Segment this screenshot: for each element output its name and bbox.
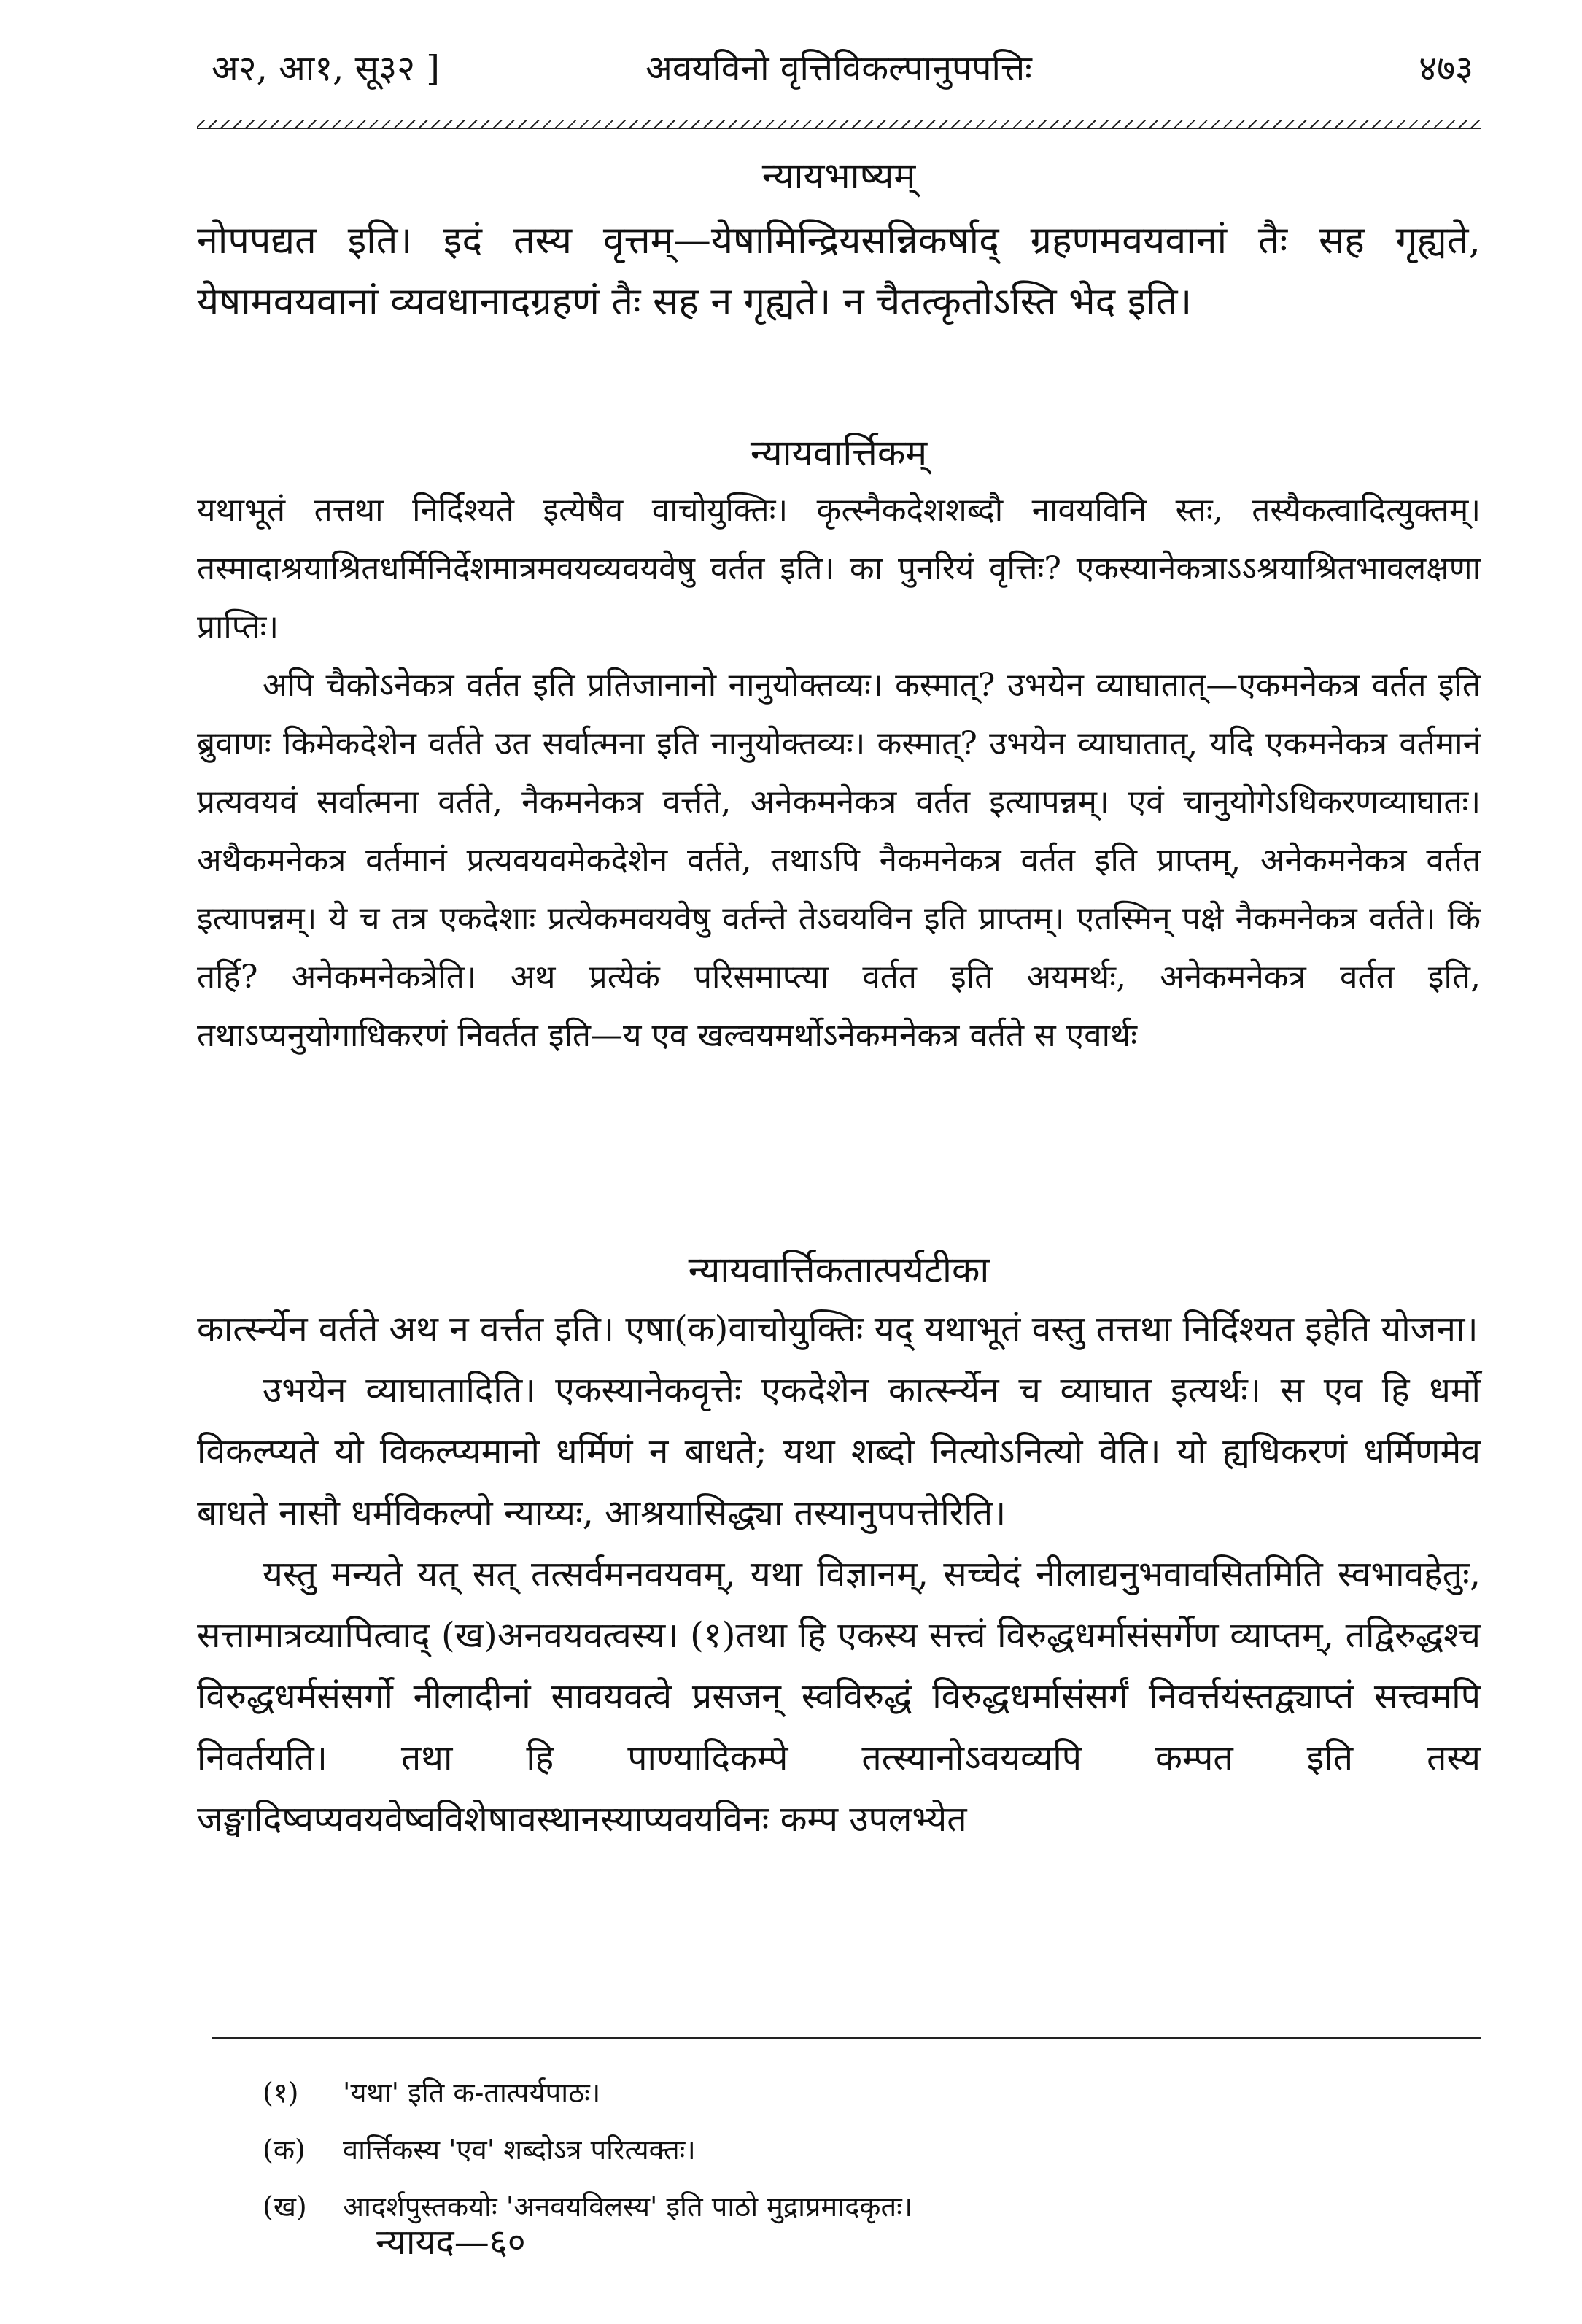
- bhashya-paragraph: नोपपद्यत इति। इदं तस्य वृत्तम्—येषामिन्द्रियसन्निकर्षाद् ग्रहणमवयवानां तैः सह गृह्यते, येषामवयवानां व्यवधानादग्रहणं तैः सह न गृह्यते। न चैतत्कृतोऽस्ति भेद इति।: [197, 219, 1481, 324]
- tika-paragraph-2: उभयेन व्याघातादिति। एकस्यानेकवृत्तेः एकदेशेन कार्त्स्न्येन च व्याघात इत्यर्थः। स एव हि धर्मो विकल्प्यते यो विकल्प्यमानो धर्मिणं न बाधते; यथा शब्दो नित्योऽनित्यो वेति। यो ह्यधिकरणं धर्मिणमेव बाधते नासौ धर्मविकल्पो न्याय्यः, आश्रयासिद्ध्या तस्यानुपपत्तेरिति।: [197, 1370, 1481, 1533]
- tika-text: [197, 1298, 1481, 1850]
- vartika-text: [197, 481, 1481, 1065]
- page-number: ४७३: [1419, 48, 1473, 89]
- footnote-item: [263, 2121, 1430, 2178]
- running-header: [197, 44, 1481, 109]
- tika-paragraph-3: यस्तु मन्यते यत् सत् तत्सर्वमनवयवम्, यथा विज्ञानम्, सच्चेदं नीलाद्यनुभवावसितमिति स्वभावहेतुः, सत्तामात्रव्यापित्वाद् (ख)अनवयवत्वस्य। (१)तथा हि एकस्य सत्त्वं विरुद्धधर्मासंसर्गेण व्याप्तम्, तद्विरुद्धश्च विरुद्धधर्मसंसर्गो नीलादीनां सावयवत्वे प्रसजन् स्वविरुद्धं विरुद्धधर्मासंसर्गं निवर्त्तयंस्तद्व्याप्तं सत्त्वमपि निवर्तयति। तथा हि पाण्यादिकम्पे तत्स्यानोऽवयव्यपि कम्पत इति तस्य जङ्घादिष्वप्यवयवेष्वविशेषावस्थानस्याप्यवयविनः कम्प उपलभ्येत: [197, 1554, 1481, 1840]
- vartika-paragraph-1: यथाभूतं तत्तथा निर्दिश्यते इत्येषैव वाचोयुक्तिः। कृत्स्नैकदेशशब्दौ नावयविनि स्तः, तस्यैकत्वादित्युक्तम्। तस्मादाश्रयाश्रितधर्मिनिर्देशमात्रमवयव्यवयवेषु वर्तत इति। का पुनरियं वृत्तिः? एकस्यानेकत्राऽऽश्रयाश्रितभावलक्षणा प्राप्तिः।: [197, 492, 1481, 646]
- vartika-heading: न्यायवार्त्तिकम्: [750, 432, 928, 474]
- bhashya-heading: न्यायभाष्यम्: [761, 155, 916, 197]
- footnote-mark: (क): [263, 2134, 306, 2166]
- tika-paragraph-1: कार्त्स्न्येन वर्तते अथ न वर्त्तत इति। एषा(क)वाचोयुक्तिः यद् यथाभूतं वस्तु तत्तथा निर्दिश्यत इहेति योजना।: [197, 1309, 1478, 1349]
- vartika-paragraph-2: अपि चैकोऽनेकत्र वर्तत इति प्रतिजानानो नानुयोक्तव्यः। कस्मात्? उभयेन व्याघातात्—एकमनेकत्र वर्तत इति ब्रुवाणः किमेकदेशेन वर्तते उत सर्वात्मना इति नानुयोक्तव्यः। कस्मात्? उभयेन व्याघातात्, यदि एकमनेकत्र वर्तमानं प्रत्यवयवं सर्वात्मना वर्तते, नैकमनेकत्र वर्त्तते, अनेकमनेकत्र वर्तत इत्यापन्नम्। एवं चानुयोगेऽधिकरणव्याघातः। अथैकमनेकत्र वर्तमानं प्रत्यवयवमेकदेशेन वर्तते, तथाऽपि नैकमनेकत्र वर्तत इति प्राप्तम्, अनेकमनेकत्र वर्तत इत्यापन्नम्। ये च तत्र एकदेशाः प्रत्येकमवयवेषु वर्तन्ते तेऽवयविन इति प्राप्तम्। एतस्मिन् पक्षे नैकमनेकत्र वर्तते। किं तर्हि? अनेकमनेकत्रेति। अथ प्रत्येकं परिसमाप्त्या वर्तत इति अयमर्थः, अनेकमनेकत्र वर्तत इति, तथाऽप्यनुयोगाधिकरणं निवर्तत इति—य एव खल्वयमर्थोऽनेकमनेकत्र वर्तते स एवार्थः: [197, 667, 1481, 1054]
- footnote-rule: [212, 2037, 1481, 2039]
- bhashya-text: [197, 210, 1481, 333]
- footnote-mark: (ख): [263, 2191, 307, 2223]
- footnote-mark: (१): [263, 2077, 299, 2109]
- footnote-text: आदर्शपुस्तकयोः 'अनवयविलस्य' इति पाठो मुद्राप्रमादकृतः।: [343, 2191, 913, 2223]
- header-rule: [197, 120, 1481, 129]
- footnote-text: वार्त्तिकस्य 'एव' शब्दोऽत्र परित्यक्तः।: [343, 2134, 696, 2166]
- footnote-item: [263, 2064, 1430, 2121]
- printer-signature: न्यायद—६०: [376, 2222, 526, 2263]
- footnotes: [263, 2064, 1430, 2235]
- footnote-text: 'यथा' इति क-तात्पर्यपाठः।: [343, 2077, 601, 2109]
- running-title: अवयविनो वृत्तिविकल्पानुपपत्तिः: [645, 48, 1032, 89]
- page: [197, 29, 1481, 2305]
- chapter-reference: अ२, आ१, सू३२ ]: [212, 48, 441, 89]
- tika-heading: न्यायवार्त्तिकतात्पर्यटीका: [688, 1249, 990, 1291]
